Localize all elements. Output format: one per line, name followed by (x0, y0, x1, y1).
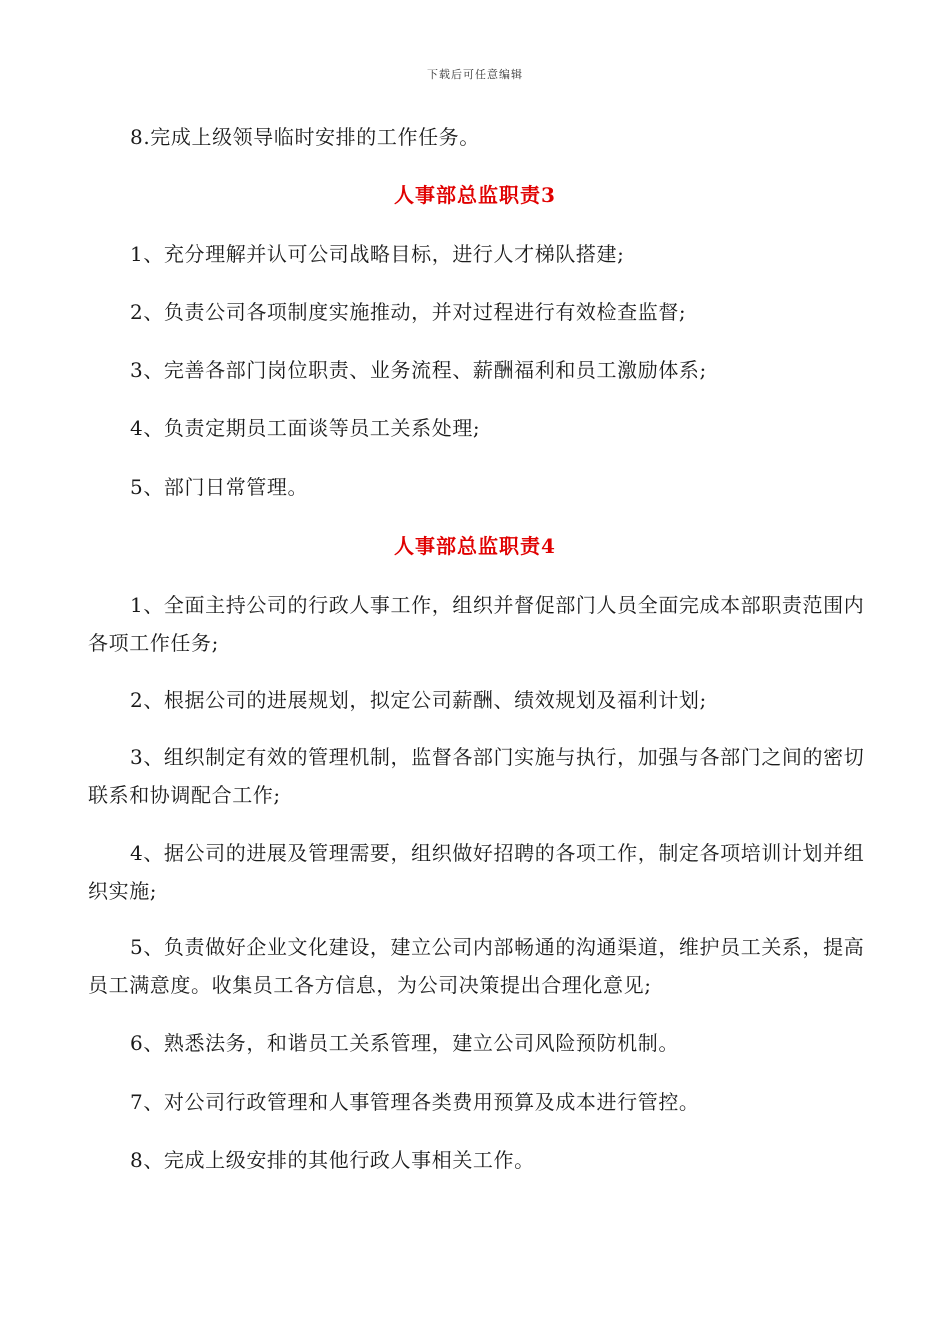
section4-title: 人事部总监职责4 (394, 534, 556, 558)
section4-item-2: 2、根据公司的进展规划，拟定公司薪酬、绩效规划及福利计划; (130, 688, 707, 712)
section3-title: 人事部总监职责3 (394, 183, 556, 207)
section3-item-1: 1、充分理解并认可公司战略目标，进行人才梯队搭建; (130, 242, 625, 266)
section3-item-5: 5、部门日常管理。 (130, 475, 309, 499)
section4-item-4: 4、据公司的进展及管理需要，组织做好招聘的各项工作，制定各项培训计划并组织实施; (88, 841, 865, 903)
section4-item-3: 3、组织制定有效的管理机制，监督各部门实施与执行，加强与各部门之间的密切联系和协调配合工作; (88, 745, 865, 807)
section4-item-7: 7、对公司行政管理和人事管理各类费用预算及成本进行管控。 (130, 1090, 700, 1114)
section3-item-2: 2、负责公司各项制度实施推动，并对过程进行有效检查监督; (130, 300, 687, 324)
section4-item-5: 5、负责做好企业文化建设，建立公司内部畅通的沟通渠道，维护员工关系，提高员工满意度。收集员工各方信息，为公司决策提出合理化意见; (88, 935, 865, 997)
section4-item-8: 8、完成上级安排的其他行政人事相关工作。 (130, 1148, 535, 1172)
section4-item-1: 1、全面主持公司的行政人事工作，组织并督促部门人员全面完成本部职责范围内各项工作任务; (88, 593, 865, 655)
section3-item-4: 4、负责定期员工面谈等员工关系处理; (130, 416, 481, 440)
header-note: 下载后可任意编辑 (427, 68, 523, 81)
section3-item-3: 3、完善各部门岗位职责、业务流程、薪酬福利和员工激励体系; (130, 358, 707, 382)
intro-item: 8.完成上级领导临时安排的工作任务。 (130, 125, 480, 149)
section4-item-6: 6、熟悉法务，和谐员工关系管理，建立公司风险预防机制。 (130, 1031, 679, 1055)
